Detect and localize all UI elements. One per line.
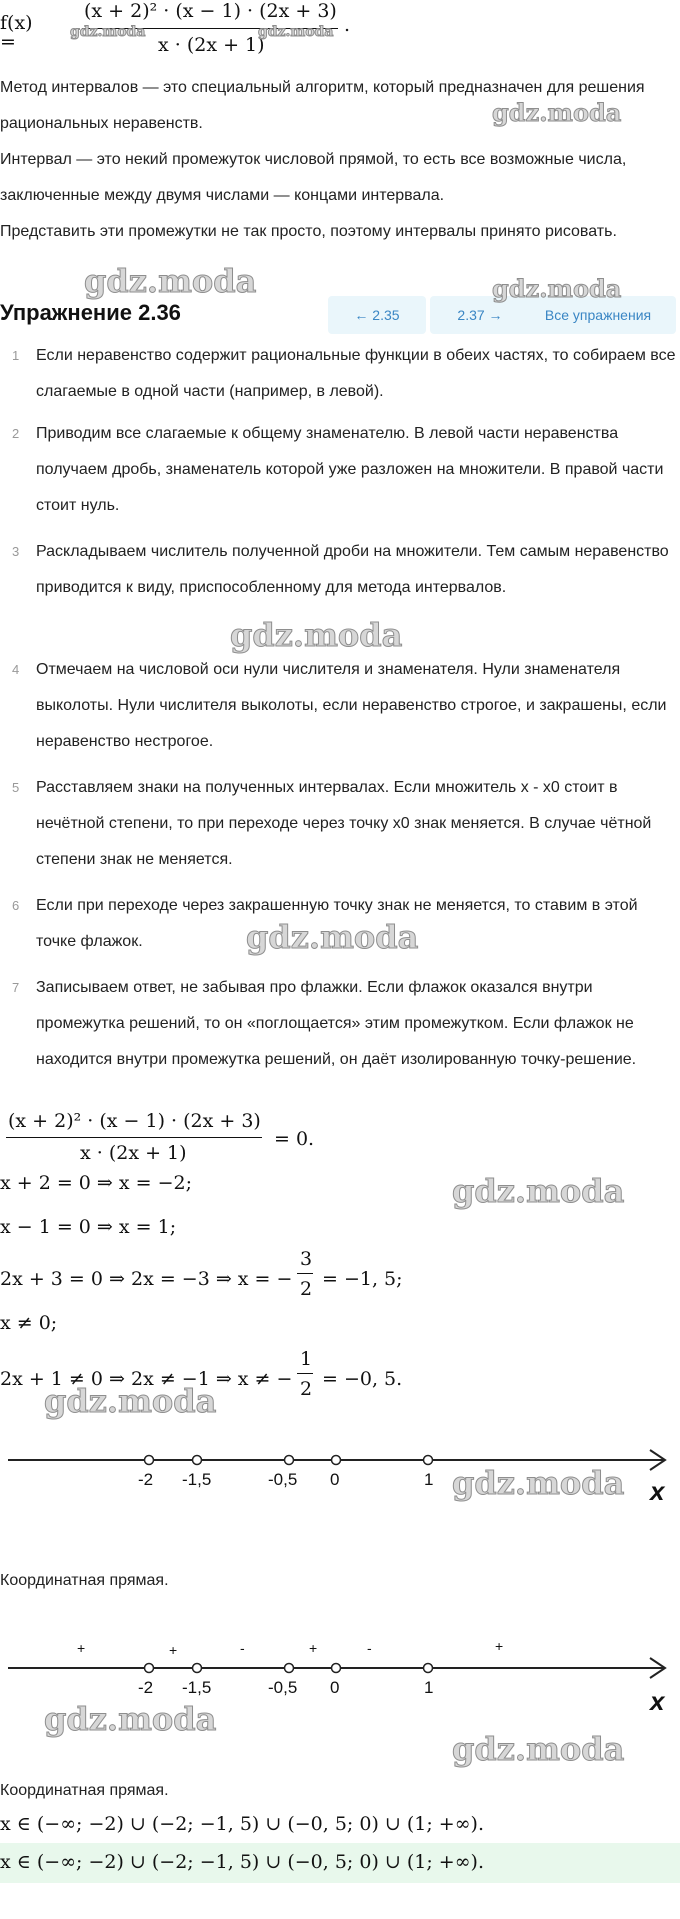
step-text: Расставляем знаки на полученных интервалах. Если множитель x - x0 стоит в нечётной степени, то при переходе через точку x0 знак меняется. В случае чётной степени знак не меняется. [36, 779, 652, 868]
step-number: 4 [12, 662, 20, 677]
axis-2-caption: Координатная прямая. [0, 1782, 169, 1799]
tick-label-minus-0-5: -0,5 [268, 1470, 298, 1489]
watermark: gdz.moda [492, 274, 622, 303]
step-number: 5 [12, 780, 20, 795]
intro-paragraph-3: Представить эти промежутки не так просто, поэтому интервалы принято рисовать. [0, 223, 617, 240]
line5-numerator: 1 [300, 1348, 313, 1370]
step-text: Записываем ответ, не забывая про флажки. Если флажок оказался внутри промежутка решений, то он «поглощается» этим промежутком. Если флажок не находится внутри промежутка решений, он даёт изолированную точку-решение. [36, 979, 637, 1068]
sign-interval-5: - [367, 1640, 372, 1656]
step-text: Отмечаем на числовой оси нули числителя и знаменателя. Нули знаменателя выколоты. Нули числителя выколоты, если неравенство строгое, и закрашены, если неравенство нестрогое. [36, 661, 667, 750]
step-number: 7 [12, 980, 20, 995]
top-formula-denominator: x · (2x + 1) [158, 34, 265, 56]
watermark: gdz.moda [84, 262, 257, 300]
exercise-title: Упражнение 2.36 [0, 300, 181, 325]
line3-post: = −1, 5; [322, 1268, 403, 1290]
step-text: Если при переходе через закрашенную точку знак не меняется, то ставим в этой точке флажок. [36, 897, 638, 950]
watermark: gdz.moda [44, 1700, 217, 1738]
watermark: gdz.moda [452, 1172, 625, 1210]
watermark: gdz.moda [452, 1464, 625, 1502]
point-minus-1-5 [193, 1456, 202, 1465]
watermark: gdz.moda [44, 1382, 217, 1420]
axis-variable-label: x [650, 1476, 665, 1506]
step-number: 2 [12, 426, 20, 441]
prev-exercise-button[interactable]: ← 2.35 [328, 296, 426, 334]
final-answer: x ∈ (−∞; −2) ∪ (−2; −1, 5) ∪ (−0, 5; 0) ∪ (1; +∞). [0, 1851, 484, 1873]
step-number: 1 [12, 348, 20, 363]
tick-label-zero: 0 [330, 1470, 340, 1489]
sign-interval-6: + [495, 1638, 504, 1654]
line3-denominator: 2 [300, 1278, 313, 1300]
sign-interval-4: + [309, 1640, 318, 1656]
watermark: gdz.moda [258, 24, 334, 40]
line5-post: = −0, 5. [322, 1368, 403, 1390]
line3-numerator: 3 [300, 1248, 313, 1270]
equation-numerator: (x + 2)² · (x − 1) · (2x + 3) [8, 1110, 261, 1132]
solution-line-1: x + 2 = 0 ⇒ x = −2; [0, 1172, 193, 1194]
line3-bar [297, 1273, 313, 1274]
axis-variable-label: x [650, 1686, 665, 1716]
equation-bar [6, 1137, 262, 1138]
point-minus-0-5 [285, 1456, 294, 1465]
point-minus-1-5 [193, 1664, 202, 1673]
tick-label-minus-2: -2 [138, 1678, 154, 1697]
step-number: 6 [12, 898, 20, 913]
point-one [424, 1456, 433, 1465]
tick-label-one: 1 [424, 1470, 434, 1489]
axis-1-caption: Координатная прямая. [0, 1572, 169, 1589]
top-formula-tail: . [344, 14, 351, 36]
top-formula-numerator: (x + 2)² · (x − 1) · (2x + 3) [84, 0, 337, 22]
point-minus-0-5 [285, 1664, 294, 1673]
point-minus-2 [145, 1456, 154, 1465]
point-minus-2 [145, 1664, 154, 1673]
intro-paragraph-1: Метод интервалов — это специальный алгоритм, который предназначен для решения рациональных неравенств. [0, 79, 645, 132]
line5-bar [297, 1373, 313, 1374]
next-exercise-button[interactable]: 2.37 → [430, 296, 530, 334]
tick-label-minus-0-5: -0,5 [268, 1678, 298, 1697]
step-text: Раскладываем числитель полученной дроби на множители. Тем самым неравенство приводится к виду, приспособленному для метода интервалов. [36, 543, 669, 596]
step-number: 3 [12, 544, 20, 559]
point-zero [332, 1456, 341, 1465]
solution-line-4: x ≠ 0; [0, 1312, 58, 1334]
sign-interval-3: - [240, 1640, 245, 1656]
top-formula-lhs: f(x) = [0, 12, 33, 53]
tick-label-one: 1 [424, 1678, 434, 1697]
sign-interval-1: + [77, 1640, 86, 1656]
watermark: gdz.moda [452, 1730, 625, 1768]
sign-interval-2: + [169, 1642, 178, 1658]
tick-label-minus-1-5: -1,5 [182, 1470, 212, 1489]
point-one [424, 1664, 433, 1673]
answer-line: x ∈ (−∞; −2) ∪ (−2; −1, 5) ∪ (−0, 5; 0) ∪ (1; +∞). [0, 1813, 484, 1835]
solution-line-2: x − 1 = 0 ⇒ x = 1; [0, 1216, 177, 1238]
step-text: Приводим все слагаемые к общему знаменателю. В левой части неравенства получаем дробь, знаменатель которой уже разложен на множители. В правой части стоит нуль. [36, 425, 664, 514]
watermark: gdz.moda [70, 24, 146, 40]
equation-rhs: = 0. [274, 1128, 315, 1150]
line3-pre: 2x + 3 = 0 ⇒ 2x = −3 ⇒ x = − [0, 1268, 293, 1290]
watermark: gdz.moda [246, 918, 419, 956]
tick-label-minus-1-5: -1,5 [182, 1678, 212, 1697]
tick-label-zero: 0 [330, 1678, 340, 1697]
equation-denominator: x · (2x + 1) [80, 1142, 187, 1164]
answer-highlight-box [0, 1843, 680, 1883]
point-zero [332, 1664, 341, 1673]
watermark: gdz.moda [492, 98, 622, 127]
line5-denominator: 2 [300, 1378, 313, 1400]
intro-paragraph-2: Интервал — это некий промежуток числовой прямой, то есть все возможные числа, заключенные между двумя числами — концами интервала. [0, 151, 627, 204]
all-exercises-button[interactable]: Все упражнения [520, 296, 676, 334]
step-text: Если неравенство содержит рациональные функции в обеих частях, то собираем все слагаемые в одной части (например, в левой). [36, 347, 676, 400]
tick-label-minus-2: -2 [138, 1470, 154, 1489]
solution-line-3 [0, 1248, 420, 1312]
line5-pre: 2x + 1 ≠ 0 ⇒ 2x ≠ −1 ⇒ x ≠ − [0, 1368, 293, 1390]
watermark: gdz.moda [230, 616, 403, 654]
